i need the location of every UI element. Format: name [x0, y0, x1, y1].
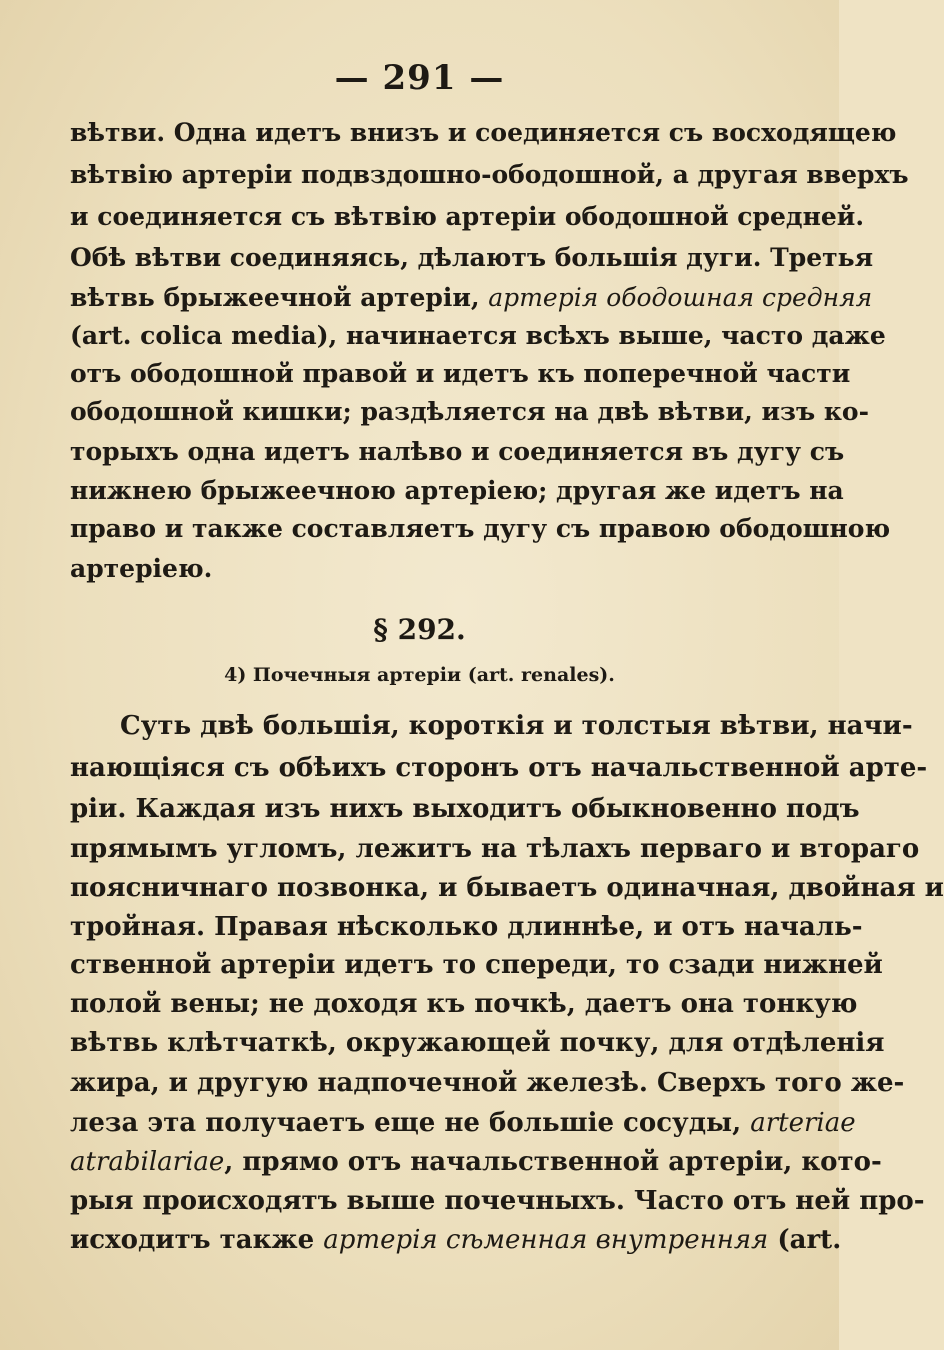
- italic-term: atrabilariae: [70, 1147, 225, 1177]
- text-line: жира, и другую надпочечной железѣ. Сверхъ того же-: [70, 1068, 905, 1098]
- text-line: полой вены; не доходя къ почкѣ, даетъ она тонкую: [70, 989, 858, 1019]
- text-line: ободошной кишки; раздѣляется на двѣ вѣтви, изъ ко-: [70, 397, 869, 426]
- text-fragment: исходитъ также: [70, 1225, 324, 1255]
- text-line: отъ ободошной правой и идетъ къ поперечной части: [70, 359, 851, 388]
- text-line: артеріею.: [70, 554, 213, 583]
- text-line: ріи. Каждая изъ нихъ выходитъ обыкновенно подъ: [70, 794, 860, 824]
- text-fragment: леза эта получаетъ еще не большіе сосуды,: [70, 1108, 751, 1138]
- text-line: ственной артеріи идетъ то спереди, то сзади нижней: [70, 950, 883, 980]
- text-fragment: , прямо отъ начальственной артеріи, кото-: [224, 1147, 882, 1177]
- text-line: Суть двѣ большія, короткія и толстыя вѣтви, начи-: [120, 711, 913, 741]
- text-line: [70, 1220, 842, 1260]
- section-number: § 292.: [373, 613, 466, 646]
- text-line: право и также составляетъ дугу съ правою ободошною: [70, 514, 891, 543]
- text-line: [70, 1142, 882, 1182]
- italic-term: arteriae: [750, 1108, 856, 1138]
- text-line: и соединяется съ вѣтвію артеріи ободошной средней.: [70, 202, 865, 231]
- text-line: [70, 1103, 856, 1143]
- text-line: тройная. Правая нѣсколько длиннѣе, и отъ началь-: [70, 912, 863, 942]
- text-fragment: вѣтвь брыжеечной артеріи,: [70, 283, 489, 312]
- text-line: нижнею брыжеечною артеріею; другая же идетъ на: [70, 476, 844, 505]
- text-line: вѣтви. Одна идетъ внизъ и соединяется съ восходящею: [70, 118, 897, 147]
- text-line: Обѣ вѣтви соединяясь, дѣлаютъ большія дуги. Третья: [70, 243, 874, 272]
- text-line: поясничнаго позвонка, и бываетъ одиначная, двойная и: [70, 873, 944, 903]
- text-line: [70, 278, 873, 318]
- text-line: торыхъ одна идетъ налѣво и соединяется въ дугу съ: [70, 437, 845, 466]
- text-line: рыя происходятъ выше почечныхъ. Часто отъ ней про-: [70, 1186, 925, 1216]
- text-line: прямымъ угломъ, лежитъ на тѣлахъ перваго и втораго: [70, 834, 920, 864]
- italic-term: артерія ободошная средняя: [488, 283, 873, 312]
- section-subtitle: 4) Почечныя артеріи (art. renales).: [224, 664, 615, 686]
- text-line: вѣтвь клѣтчаткѣ, окружающей почку, для отдѣленія: [70, 1028, 885, 1058]
- page-number: — 291 —: [334, 58, 505, 98]
- text-fragment: (art.: [768, 1225, 842, 1255]
- text-line: (art. colica media), начинается всѣхъ выше, часто даже: [70, 321, 886, 350]
- italic-term: артерія сѣменная внутренняя: [323, 1225, 769, 1255]
- text-line: вѣтвію артеріи подвздошно-ободошной, а другая вверхъ: [70, 160, 909, 189]
- text-line: нающіяся съ обѣихъ сторонъ отъ начальственной арте-: [70, 753, 928, 783]
